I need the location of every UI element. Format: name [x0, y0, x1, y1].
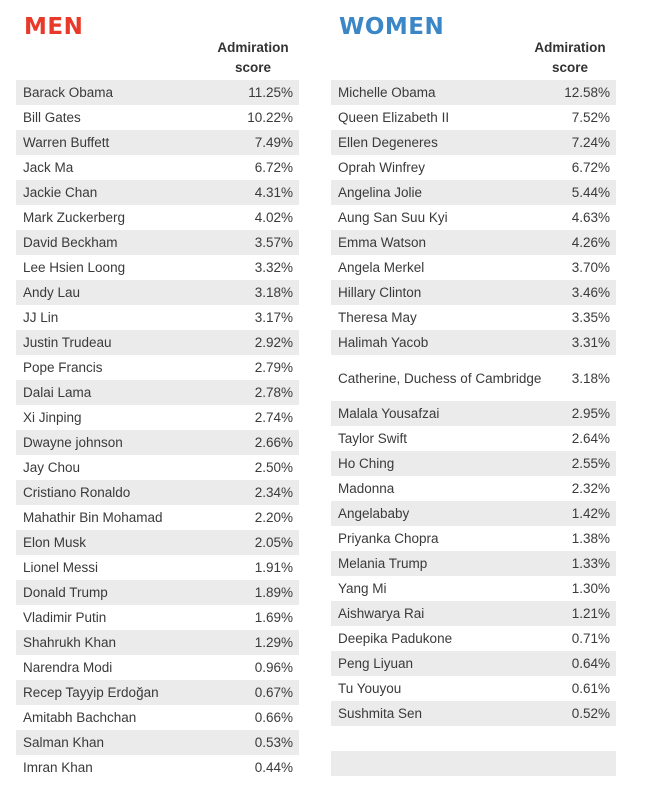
admiration-score: 0.67%	[254, 685, 293, 700]
admiration-score: 2.78%	[254, 385, 293, 400]
person-name: Justin Trudeau	[23, 335, 112, 350]
admiration-score: 1.89%	[254, 585, 293, 600]
table-row	[331, 155, 616, 180]
admiration-score: 3.57%	[254, 235, 293, 250]
table-row	[16, 155, 299, 180]
admiration-score: 0.53%	[254, 735, 293, 750]
table-row	[16, 255, 299, 280]
admiration-score: 2.66%	[254, 435, 293, 450]
admiration-score: 4.63%	[571, 210, 610, 225]
person-name: Lee Hsien Loong	[23, 260, 126, 275]
admiration-score: 1.33%	[571, 556, 610, 571]
admiration-score: 3.32%	[254, 260, 293, 275]
admiration-score: 10.22%	[247, 110, 293, 125]
table-row	[16, 380, 299, 405]
table-row	[331, 305, 616, 330]
person-name: Peng Liyuan	[338, 656, 414, 671]
women-title: WOMEN	[339, 14, 445, 40]
person-name: Deepika Padukone	[338, 631, 453, 646]
person-name: Yang Mi	[338, 581, 387, 596]
table-row	[16, 430, 299, 455]
person-name: Elon Musk	[23, 535, 87, 550]
table-row	[16, 130, 299, 155]
person-name: Angelababy	[338, 506, 410, 521]
admiration-score: 4.26%	[571, 235, 610, 250]
admiration-score: 2.74%	[254, 410, 293, 425]
person-name: Bill Gates	[23, 110, 81, 125]
table-row	[16, 280, 299, 305]
person-name: Mahathir Bin Mohamad	[23, 510, 163, 525]
table-row	[16, 605, 299, 630]
admiration-score: 3.46%	[571, 285, 610, 300]
admiration-score: 2.32%	[571, 481, 610, 496]
admiration-score: 5.44%	[571, 185, 610, 200]
person-name: Emma Watson	[338, 235, 427, 250]
person-name: Catherine, Duchess of Cambridge	[338, 370, 542, 386]
admiration-score: 2.20%	[254, 510, 293, 525]
table-row	[16, 330, 299, 355]
admiration-score: 2.50%	[254, 460, 293, 475]
men-score-header: Admiration score	[217, 40, 289, 75]
person-name: Pope Francis	[23, 360, 103, 375]
person-name: Ellen Degeneres	[338, 135, 438, 150]
person-name: Hillary Clinton	[338, 285, 422, 300]
table-row	[16, 405, 299, 430]
person-name: JJ Lin	[23, 310, 59, 325]
table-row	[16, 105, 299, 130]
table-row	[331, 651, 616, 676]
table-row	[331, 601, 616, 626]
table-row	[16, 230, 299, 255]
table-row	[331, 476, 616, 501]
table-row	[16, 530, 299, 555]
person-name: Aishwarya Rai	[338, 606, 425, 621]
men-rows	[16, 80, 299, 780]
table-row	[331, 526, 616, 551]
person-name: Shahrukh Khan	[23, 635, 117, 650]
person-name: Ho Ching	[338, 456, 395, 471]
person-name: Sushmita Sen	[338, 706, 423, 721]
admiration-score: 0.61%	[571, 681, 610, 696]
person-name: Angelina Jolie	[338, 185, 423, 200]
table-row	[331, 280, 616, 305]
person-name: Jay Chou	[23, 460, 81, 475]
table-row	[16, 730, 299, 755]
person-name: Queen Elizabeth II	[338, 110, 450, 125]
admiration-score: 7.52%	[571, 110, 610, 125]
table-row	[16, 180, 299, 205]
admiration-score: 1.30%	[571, 581, 610, 596]
table-row	[331, 355, 616, 401]
admiration-score: 3.17%	[254, 310, 293, 325]
person-name: Priyanka Chopra	[338, 531, 439, 546]
table-row	[16, 680, 299, 705]
admiration-score: 1.38%	[571, 531, 610, 546]
person-name: Angela Merkel	[338, 260, 425, 275]
table-row	[331, 330, 616, 355]
table-row	[331, 130, 616, 155]
admiration-score: 6.72%	[571, 160, 610, 175]
admiration-score: 0.96%	[254, 660, 293, 675]
admiration-score: 1.69%	[254, 610, 293, 625]
men-title: MEN	[24, 14, 84, 40]
table-row	[331, 501, 616, 526]
person-name: Barack Obama	[23, 85, 114, 100]
table-row	[16, 705, 299, 730]
person-name: Andy Lau	[23, 285, 81, 300]
person-name: Amitabh Bachchan	[23, 710, 137, 725]
table-row	[16, 305, 299, 330]
admiration-score: 2.34%	[254, 485, 293, 500]
person-name: Madonna	[338, 481, 395, 496]
admiration-score: 3.18%	[571, 370, 610, 386]
person-name: Warren Buffett	[23, 135, 110, 150]
person-name: Vladimir Putin	[23, 610, 107, 625]
admiration-score: 7.24%	[571, 135, 610, 150]
table-row	[331, 451, 616, 476]
table-row	[331, 80, 616, 105]
admiration-score: 4.02%	[254, 210, 293, 225]
table-row	[331, 676, 616, 701]
table-row	[331, 255, 616, 280]
table-row	[16, 580, 299, 605]
table-row	[331, 230, 616, 255]
person-name: Donald Trump	[23, 585, 108, 600]
person-name: Mark Zuckerberg	[23, 210, 126, 225]
women-score-header: Admiration score	[534, 40, 606, 75]
admiration-score: 0.52%	[571, 706, 610, 721]
person-name: Aung San Suu Kyi	[338, 210, 448, 225]
admiration-score: 2.79%	[254, 360, 293, 375]
table-row	[331, 426, 616, 451]
person-name: Taylor Swift	[338, 431, 408, 446]
table-row	[16, 630, 299, 655]
admiration-score: 0.71%	[571, 631, 610, 646]
table-row	[16, 480, 299, 505]
admiration-score: 1.29%	[254, 635, 293, 650]
table-row	[331, 205, 616, 230]
admiration-score: 2.05%	[254, 535, 293, 550]
table-row	[331, 701, 616, 726]
table-row	[16, 655, 299, 680]
admiration-score: 0.44%	[254, 760, 293, 775]
person-name: Jack Ma	[23, 160, 74, 175]
admiration-score: 3.18%	[254, 285, 293, 300]
person-name: Narendra Modi	[23, 660, 113, 675]
person-name: Xi Jinping	[23, 410, 82, 425]
admiration-score: 4.31%	[254, 185, 293, 200]
person-name: David Beckham	[23, 235, 118, 250]
admiration-score: 1.21%	[571, 606, 610, 621]
person-name: Oprah Winfrey	[338, 160, 426, 175]
table-row	[331, 751, 616, 776]
person-name: Imran Khan	[23, 760, 93, 775]
person-name: Lionel Messi	[23, 560, 99, 575]
admiration-score: 2.64%	[571, 431, 610, 446]
person-name: Dalai Lama	[23, 385, 92, 400]
admiration-score: 1.91%	[254, 560, 293, 575]
table-row	[331, 576, 616, 601]
admiration-score: 2.92%	[254, 335, 293, 350]
admiration-score: 2.95%	[571, 406, 610, 421]
admiration-score: 0.66%	[254, 710, 293, 725]
table-row	[331, 105, 616, 130]
person-name: Malala Yousafzai	[338, 406, 440, 421]
admiration-score: 3.35%	[571, 310, 610, 325]
person-name: Cristiano Ronaldo	[23, 485, 131, 500]
person-name: Theresa May	[338, 310, 417, 325]
person-name: Halimah Yacob	[338, 335, 429, 350]
table-row	[16, 355, 299, 380]
table-row	[331, 401, 616, 426]
admiration-score: 3.31%	[571, 335, 610, 350]
table-row	[16, 755, 299, 780]
women-rows	[331, 80, 616, 776]
table-row	[16, 555, 299, 580]
person-name: Dwayne johnson	[23, 435, 123, 450]
person-name: Jackie Chan	[23, 185, 98, 200]
table-row	[16, 455, 299, 480]
table-row	[16, 80, 299, 105]
person-name: Michelle Obama	[338, 85, 436, 100]
person-name: Tu Youyou	[338, 681, 402, 696]
admiration-score: 3.70%	[571, 260, 610, 275]
person-name: Salman Khan	[23, 735, 105, 750]
table-row	[331, 726, 616, 751]
table-row	[331, 626, 616, 651]
table-row	[16, 505, 299, 530]
person-name: Melania Trump	[338, 556, 428, 571]
admiration-score: 11.25%	[248, 85, 293, 100]
admiration-score: 6.72%	[254, 160, 293, 175]
admiration-score: 12.58%	[564, 85, 610, 100]
admiration-score: 2.55%	[571, 456, 610, 471]
table-row	[331, 551, 616, 576]
table-row	[16, 205, 299, 230]
admiration-score: 0.64%	[571, 656, 610, 671]
admiration-score: 7.49%	[254, 135, 293, 150]
table-row	[331, 180, 616, 205]
admiration-score: 1.42%	[571, 506, 610, 521]
person-name: Recep Tayyip Erdoğan	[23, 685, 159, 700]
